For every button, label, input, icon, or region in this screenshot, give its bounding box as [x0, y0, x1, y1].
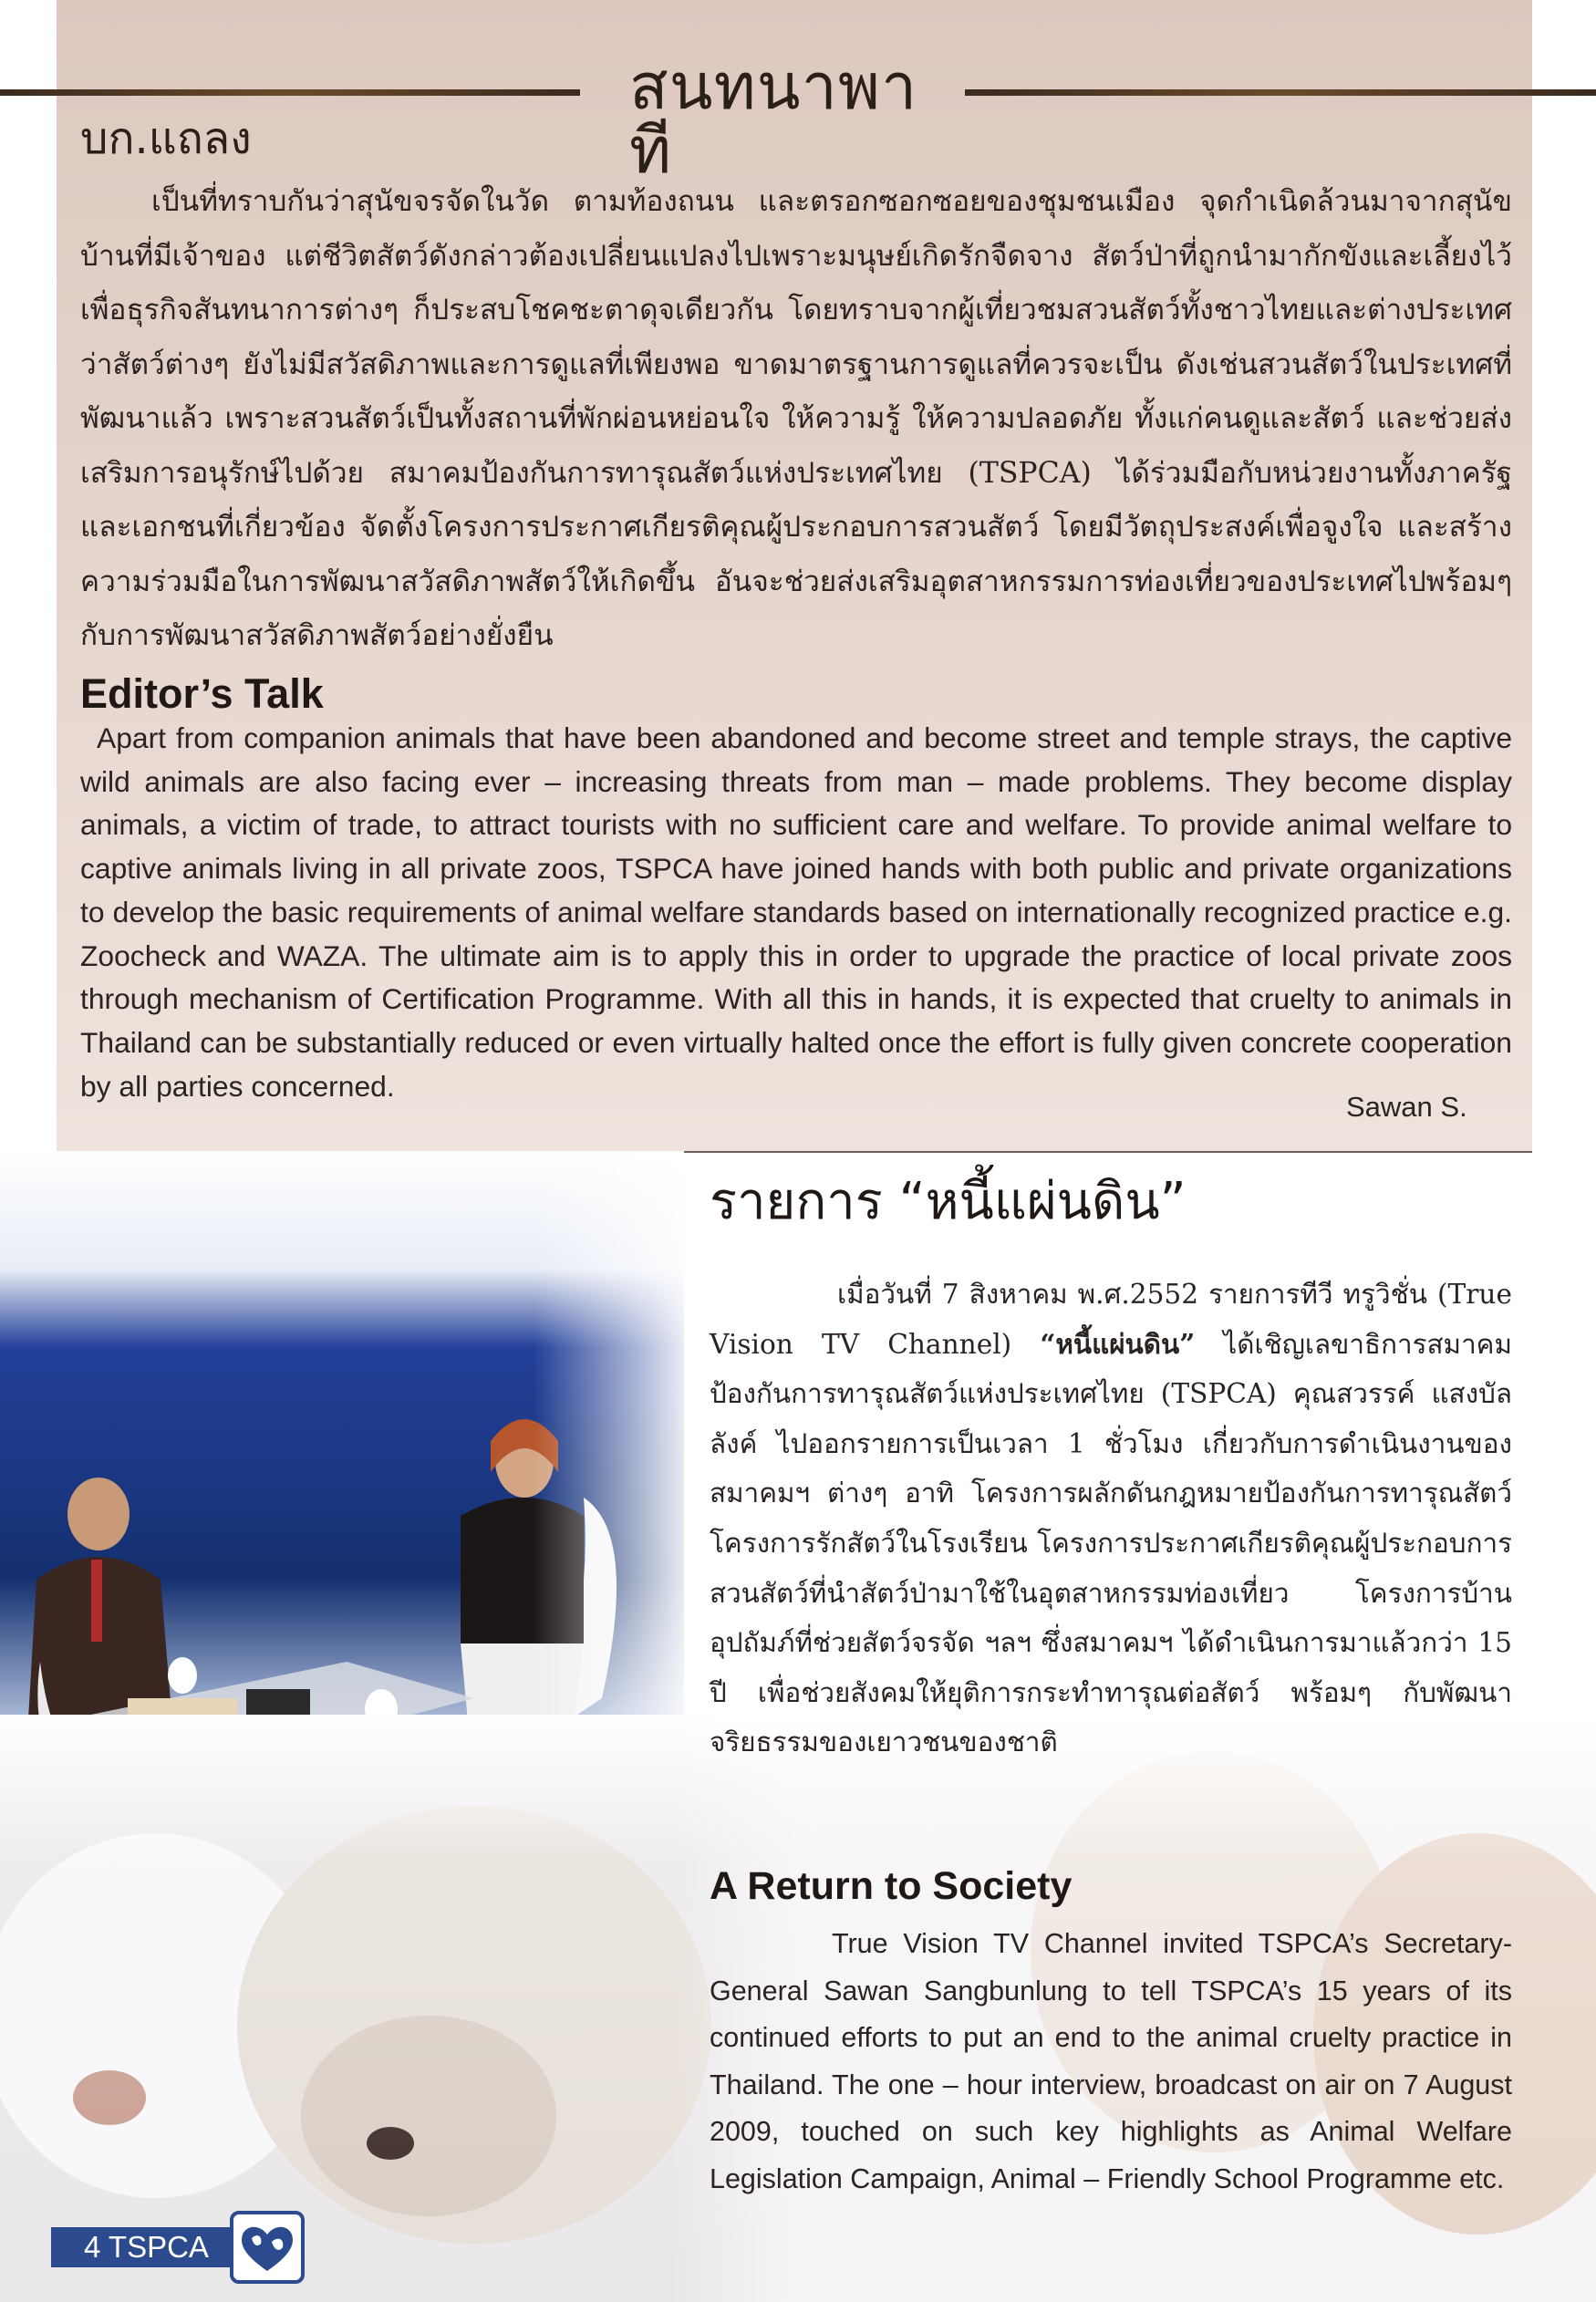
page-number-badge: 4 TSPCA — [51, 2227, 230, 2267]
editorial-thai-body: เป็นที่ทราบกันว่าสุนัขจรจัดในวัด ตามท้องถนน และตรอกซอกซอยของชุมชนเมือง จุดกำเนิดล้วนมาจากสุนัขบ้านที่มีเจ้าของ แต่ชีวิตสัตว์ดังกล่าวต้องเปลี่ยนแปลงไปเพราะมนุษย์เกิดรักจืดจาง สัตว์ป่าที่ถูกนำมากักขังและเลี้ยงไว้เพื่อธุรกิจสันทนาการต่างๆ ก็ประสบโชคชะตาดุจเดียวกัน โดยทราบจากผู้เที่ยวชมสวนสัตว์ทั้งชาวไทยและต่างประเทศว่าสัตว์ต่างๆ ยังไม่มีสวัสดิภาพและการดูแลที่เพียงพอ ขาดมาตรฐานการดูแลที่ควรจะเป็น ดังเช่นสวนสัตว์ในประเทศที่พัฒนาแล้ว เพราะสวนสัตว์เป็นทั้งสถานที่พักผ่อนหย่อนใจ ให้ความรู้ ให้ความปลอดภัย ทั้งแก่คนดูและสัตว์ และช่วยส่งเสริมการอนุรักษ์ไปด้วย สมาคมป้องกันการทารุณสัตว์แห่งประเทศไทย (TSPCA) ได้ร่วมมือกับหน่วยงานทั้งภาครัฐและเอกชนที่เกี่ยวข้อง จัดตั้งโครงการประกาศเกียรติคุณผู้ประกอบการสวนสัตว์ โดยมีวัตถุประสงค์เพื่อจูงใจ และสร้างความร่วมมือในการพัฒนาสวัสดิภาพสัตว์ให้เกิดขึ้น อันจะช่วยส่งเสริมอุตสาหกรรมการท่องเที่ยวของประเทศไปพร้อมๆ กับการพัฒนาสวัสดิภาพสัตว์อย่างยั่งยืน — [80, 185, 1512, 652]
tv-studio-photo — [0, 1151, 684, 1808]
return-to-society-heading: A Return to Society — [710, 1864, 1073, 1908]
tv-show-name-bold: “หนี้แผ่นดิน” — [1040, 1327, 1196, 1360]
return-to-society-body: True Vision TV Channel invited TSPCA’s Secretary-General Sawan Sangbunlung to tell TSPCA’s 15 years of its continued efforts to put an end to the animal cruelty practice in Thailand. The one – hour interview, broadcast on air on 7 August 2009, touched on such key highlights as Animal Welfare Legislation Campaign, Animal – Friendly School Programme etc. — [710, 1928, 1512, 2194]
tv-show-body-intro: เมื่อวันที่ 7 สิงหาคม พ.ศ.2552 รายการทีวี ทรูวิชั่น (True Vision TV Channel) — [710, 1279, 1512, 1360]
masthead-rule-right — [965, 89, 1596, 96]
editorial-byline: บก.แถลง — [80, 113, 252, 164]
editor-talk-body: Apart from companion animals that have been abandoned and become street and temple strays, the captive wild animals are also facing ever – increasing threats from man – made problems. They become display animals, a victim of trade, to attract tourists with no sufficient care and welfare. To provide animal welfare to captive animals living in all private zoos, TSPCA have joined hands with both public and private organizations to develop the basic requirements of animal welfare standards based on internationally recognized practice e.g. Zoocheck and WAZA. The ultimate aim is to apply this in order to upgrade the practice of local private zoos through mechanism of Certification Programme. With all this in hands, it is expected that cruelty to animals in Thailand can be substantially reduced or even virtually halted once the effort is fully given concrete cooperation by all parties concerned. — [80, 721, 1512, 1103]
tv-show-body-rest: ได้เชิญเลขาธิการสมาคมป้องกันการทารุณสัตว์แห่งประเทศไทย (TSPCA) คุณสวรรค์ แสงบัลลังค์ ไปออกรายการเป็นเวลา 1 ชั่วโมง เกี่ยวกับการดำเนินงานของสมาคมฯ ต่างๆ อาทิ โครงการผลักดันกฎหมายป้องกันการทารุณสัตว์ โครงการรักสัตว์ในโรงเรียน โครงการประกาศเกียรติคุณผู้ประกอบการสวนสัตว์ที่นำสัตว์ป่ามาใช้ในอุตสาหกรรมท่องเที่ยว โครงการบ้านอุปถัมภ์ที่ช่วยสัตว์จรจัด ฯลฯ ซึ่งสมาคมฯ ได้ดำเนินการมาแล้วกว่า 15 ปี เพื่อช่วยสังคมให้ยุติการกระทำทารุณต่อสัตว์ พร้อมๆ กับพัฒนาจริยธรรมของเยาวชนของชาติ — [710, 1328, 1512, 1758]
masthead-rule-left — [0, 89, 580, 96]
section-title: สนทนาพาที — [629, 49, 918, 188]
tv-show-title: รายการ “หนี้แผ่นดิน” — [710, 1172, 1187, 1231]
editor-signature: Sawan S. — [1346, 1091, 1467, 1123]
tv-show-thai-body — [710, 1270, 1512, 1768]
editor-talk-heading: Editor’s Talk — [80, 670, 324, 717]
tspca-heart-logo-icon — [230, 2211, 305, 2284]
